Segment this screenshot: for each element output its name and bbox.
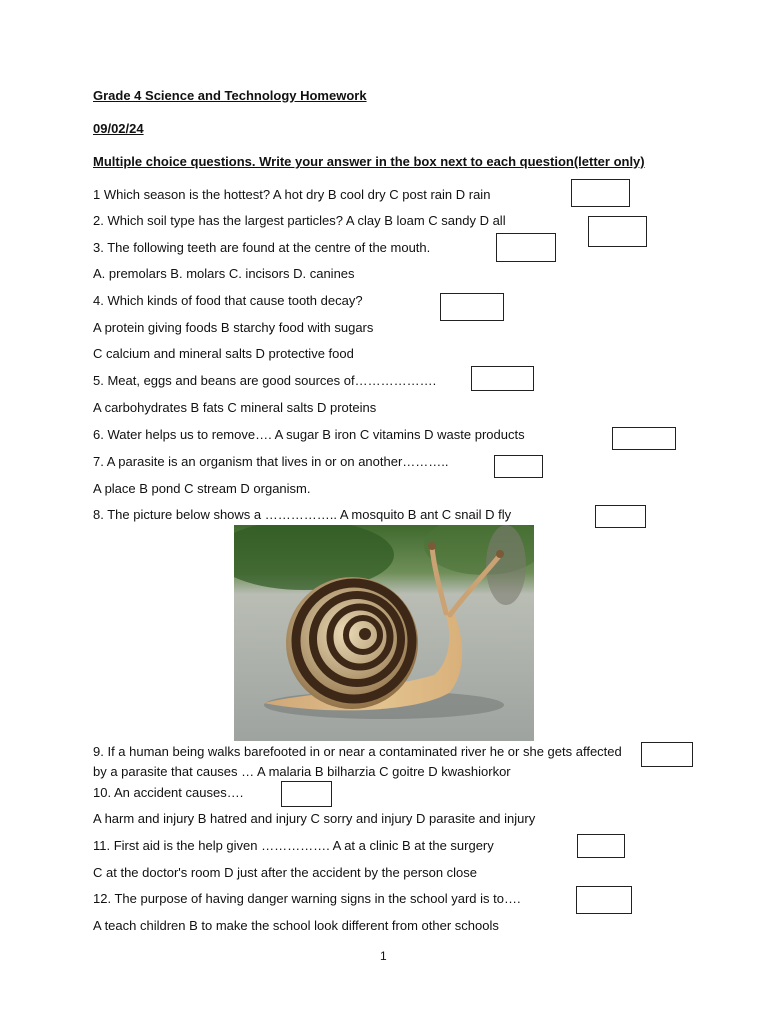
answer-box-q7[interactable] bbox=[494, 455, 543, 478]
question-3-text: 3. The following teeth are found at the centre of the mouth. bbox=[93, 240, 431, 255]
question-6-text: 6. Water helps us to remove…. A sugar B iron C vitamins D waste products bbox=[93, 427, 525, 442]
question-12-text: 12. The purpose of having danger warning signs in the school yard is to…. bbox=[93, 891, 521, 906]
question-3-options: A. premolars B. molars C. incisors D. canines bbox=[93, 266, 355, 281]
question-9-options: by a parasite that causes … A malaria B bilharzia C goitre D kwashiorkor bbox=[93, 764, 511, 779]
answer-box-q8[interactable] bbox=[595, 505, 646, 528]
question-5-text: 5. Meat, eggs and beans are good sources of………………. bbox=[93, 373, 437, 388]
question-10-text: 10. An accident causes…. bbox=[93, 785, 244, 800]
question-8-text: 8. The picture below shows a …………….. A mosquito B ant C snail D fly bbox=[93, 507, 512, 522]
question-9-text: 9. If a human being walks barefooted in or near a contaminated river he or she gets affected bbox=[93, 744, 622, 759]
question-5-options: A carbohydrates B fats C mineral salts D proteins bbox=[93, 400, 377, 415]
question-4-options-a: A protein giving foods B starchy food with sugars bbox=[93, 320, 374, 335]
answer-box-q4[interactable] bbox=[440, 293, 504, 321]
doc-title: Grade 4 Science and Technology Homework bbox=[93, 88, 367, 103]
answer-box-q11[interactable] bbox=[577, 834, 625, 858]
question-12-options: A teach children B to make the school look different from other schools bbox=[93, 918, 499, 933]
answer-box-q9[interactable] bbox=[641, 742, 693, 767]
question-7-text: 7. A parasite is an organism that lives in or on another……….. bbox=[93, 454, 449, 469]
snail-photo bbox=[234, 525, 534, 741]
question-4-options-b: C calcium and mineral salts D protective food bbox=[93, 346, 354, 361]
answer-box-q3[interactable] bbox=[496, 233, 556, 262]
answer-box-q6[interactable] bbox=[612, 427, 676, 450]
question-2-text: 2. Which soil type has the largest particles? A clay B loam C sandy D all bbox=[93, 213, 506, 228]
doc-date: 09/02/24 bbox=[93, 121, 144, 136]
answer-box-q12[interactable] bbox=[576, 886, 632, 914]
answer-box-q1[interactable] bbox=[571, 179, 630, 207]
page-number: 1 bbox=[380, 949, 387, 963]
answer-box-q2[interactable] bbox=[588, 216, 647, 247]
answer-box-q10[interactable] bbox=[281, 781, 332, 807]
question-11-text: 11. First aid is the help given ……………. A at a clinic B at the surgery bbox=[93, 838, 494, 853]
question-1-text: 1 Which season is the hottest? A hot dry B cool dry C post rain D rain bbox=[93, 187, 491, 202]
question-7-options: A place B pond C stream D organism. bbox=[93, 481, 311, 496]
question-10-options: A harm and injury B hatred and injury C sorry and injury D parasite and injury bbox=[93, 811, 536, 826]
question-11-options: C at the doctor's room D just after the accident by the person close bbox=[93, 865, 478, 880]
doc-instructions: Multiple choice questions. Write your answer in the box next to each question(letter only) bbox=[93, 154, 645, 169]
question-4-text: 4. Which kinds of food that cause tooth decay? bbox=[93, 293, 363, 308]
answer-box-q5[interactable] bbox=[471, 366, 534, 391]
